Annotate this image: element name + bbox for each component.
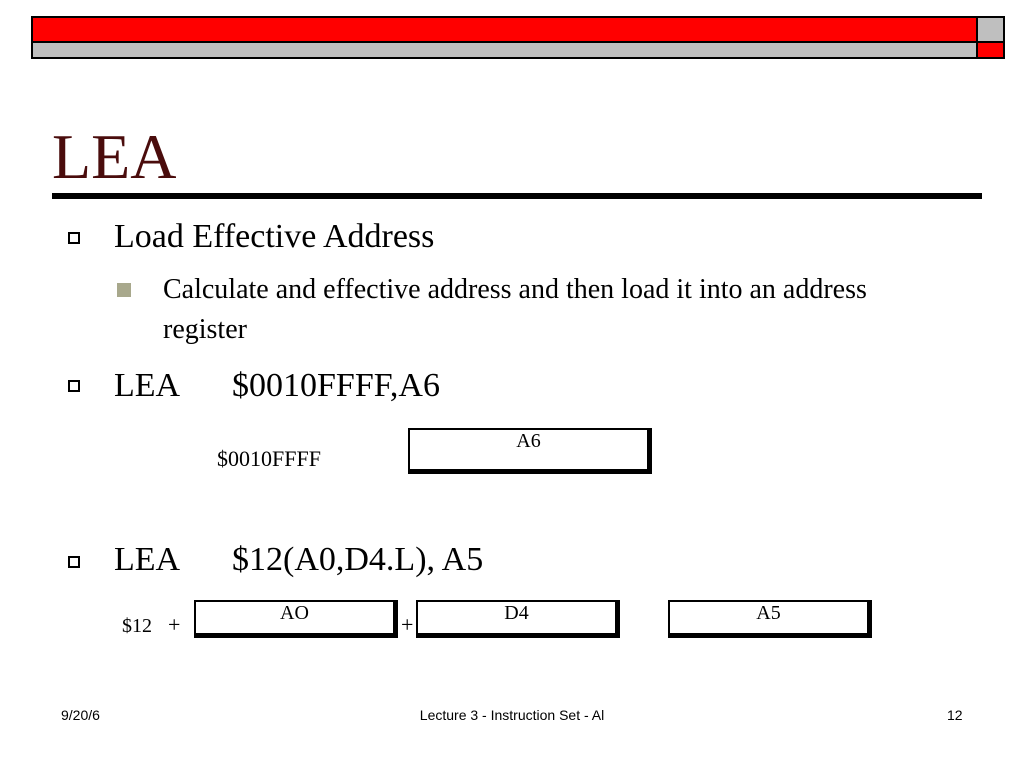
plus-sign: + bbox=[401, 612, 414, 637]
footer-date: 9/20/6 bbox=[61, 707, 100, 723]
banner-red-square bbox=[978, 43, 1005, 59]
displacement-label: $12 bbox=[122, 615, 152, 637]
bullet-lea-mnemonic: LEA bbox=[114, 367, 181, 404]
register-label: AO bbox=[280, 602, 309, 624]
register-box-a5 bbox=[668, 600, 872, 638]
sub-bullet-square-icon bbox=[117, 283, 131, 297]
bullet-lea-operands: $12(A0,D4.L), A5 bbox=[232, 541, 484, 578]
slide-title: LEA bbox=[52, 121, 177, 192]
register-box-a0 bbox=[194, 600, 398, 638]
title-underline bbox=[52, 193, 982, 199]
bullet-lea-operands: $0010FFFF,A6 bbox=[232, 367, 440, 404]
bullet-square-icon bbox=[68, 380, 80, 392]
bullet-square-icon bbox=[68, 232, 80, 244]
bullet-load-effective-address: Load Effective Address bbox=[114, 218, 435, 255]
source-address-label: $0010FFFF bbox=[217, 446, 321, 471]
bullet-lea-mnemonic: LEA bbox=[114, 541, 181, 578]
plus-sign: + bbox=[168, 612, 181, 637]
footer-page-number: 12 bbox=[947, 707, 963, 723]
bullet-square-icon bbox=[68, 556, 80, 568]
register-box-d4 bbox=[416, 600, 620, 638]
register-box-a6 bbox=[408, 428, 652, 474]
sub-bullet-description: Calculate and effective address and then load it into an address register bbox=[163, 274, 867, 345]
banner-grey-bar bbox=[31, 43, 978, 59]
register-label: A6 bbox=[516, 430, 541, 452]
banner-grey-square bbox=[978, 16, 1005, 43]
register-label: D4 bbox=[504, 602, 529, 624]
banner-red-bar bbox=[31, 16, 978, 43]
register-label: A5 bbox=[756, 602, 781, 624]
footer-title: Lecture 3 - Instruction Set - Al bbox=[419, 707, 605, 723]
